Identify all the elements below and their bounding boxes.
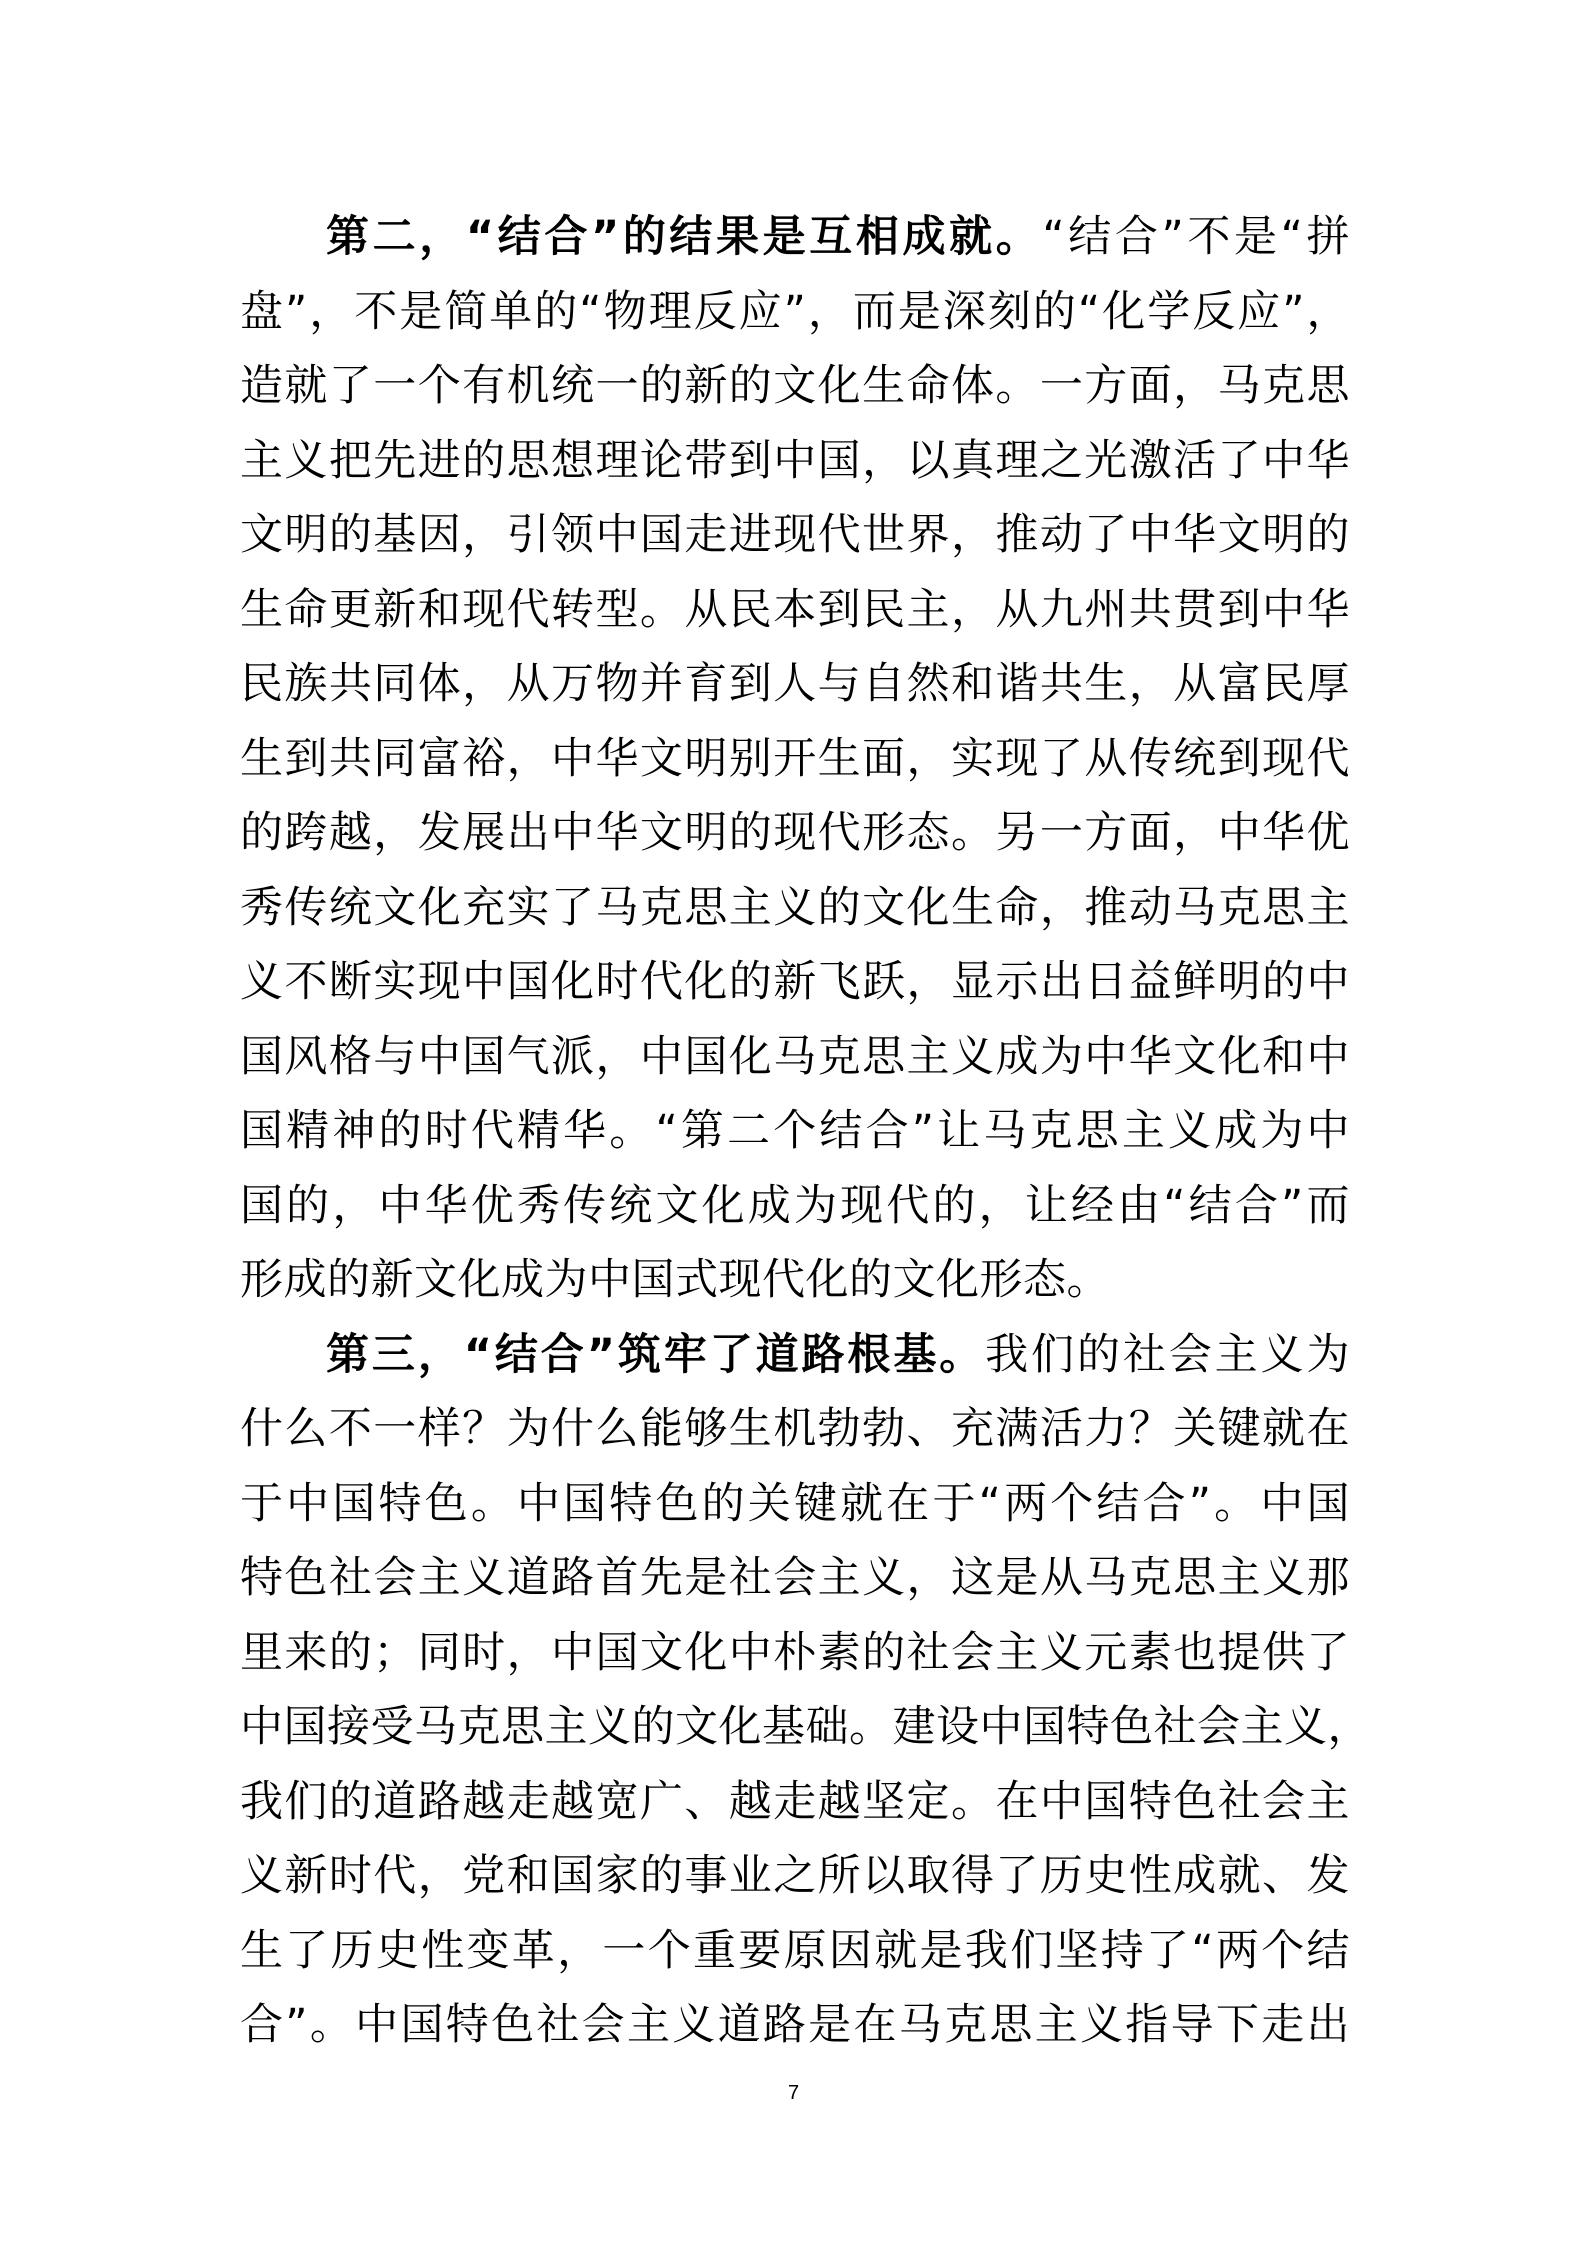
paragraph-1-line-13: 国精神的时代精华。“第二个结合”让马克思主义成为中 <box>240 1106 1350 1156</box>
paragraph-2-line-4: 特色社会主义道路首先是社会主义，这是从马克思主义那 <box>240 1553 1350 1603</box>
paragraph-1-heading: 第二，“结合”的结果是互相成就。 <box>326 212 1043 262</box>
paragraph-1-line-8: 生到共同富裕，中华文明别开生面，实现了从传统到现代 <box>240 733 1350 784</box>
paragraph-1-line-10: 秀传统文化充实了马克思主义的文化生命，推动马克思主 <box>240 882 1350 933</box>
paragraph-1-line-11: 义不断实现中国化时代化的新飞跃，显示出日益鲜明的中 <box>240 957 1350 1007</box>
paragraph-1-line-7: 民族共同体，从万物并育到人与自然和谐共生，从富民厚 <box>240 659 1350 709</box>
paragraph-2-line-9: 生了历史性变革，一个重要原因就是我们坚持了“两个结 <box>240 1925 1350 1976</box>
paragraph-1-line-2: 盘”，不是简单的“物理反应”，而是深刻的“化学反应”， <box>240 286 1350 337</box>
paragraph-1-line-1 <box>240 200 1350 275</box>
paragraph-1-line-15: 形成的新文化成为中国式现代化的文化形态。 <box>240 1255 1110 1305</box>
paragraph-1-line-4: 主义把先进的思想理论带到中国，以真理之光激活了中华 <box>240 435 1350 486</box>
paragraph-2-heading: 第三，“结合”筑牢了道路根基。 <box>326 1329 986 1380</box>
paragraph-1-text: “结合”不是“拼 <box>1042 212 1350 262</box>
paragraph-2-text: 我们的社会主义为 <box>985 1329 1350 1380</box>
paragraph-1-line-14: 国的，中华优秀传统文化成为现代的，让经由“结合”而 <box>240 1180 1350 1231</box>
paragraph-1-line-6: 生命更新和现代转型。从民本到民主，从九州共贯到中华 <box>240 584 1350 635</box>
paragraph-2-line-2: 什么不一样？为什么能够生机勃勃、充满活力？关键就在 <box>240 1404 1350 1454</box>
paragraph-2-line-1 <box>240 1318 1350 1393</box>
page-number: 7 <box>787 2082 800 2104</box>
paragraph-2-line-5: 里来的；同时，中国文化中朴素的社会主义元素也提供了 <box>240 1627 1350 1678</box>
paragraph-2-line-7: 我们的道路越走越宽广、越走越坚定。在中国特色社会主 <box>240 1776 1350 1827</box>
paragraph-2-line-8: 义新时代，党和国家的事业之所以取得了历史性成就、发 <box>240 1851 1350 1901</box>
paragraph-1-line-5: 文明的基因，引领中国走进现代世界，推动了中华文明的 <box>240 510 1350 560</box>
paragraph-1-line-3: 造就了一个有机统一的新的文化生命体。一方面，马克思 <box>240 361 1350 411</box>
body-text <box>240 200 1371 2063</box>
paragraph-1-line-12: 国风格与中国气派，中国化马克思主义成为中华文化和中 <box>240 1031 1350 1082</box>
paragraph-2-line-6: 中国接受马克思主义的文化基础。建设中国特色社会主义， <box>240 1702 1371 1752</box>
paragraph-2-line-10: 合”。中国特色社会主义道路是在马克思主义指导下走出 <box>240 2000 1350 2050</box>
paragraph-1-line-9: 的跨越，发展出中华文明的现代形态。另一方面，中华优 <box>240 808 1350 858</box>
paragraph-2-line-3: 于中国特色。中国特色的关键就在于“两个结合”。中国 <box>240 1478 1350 1529</box>
